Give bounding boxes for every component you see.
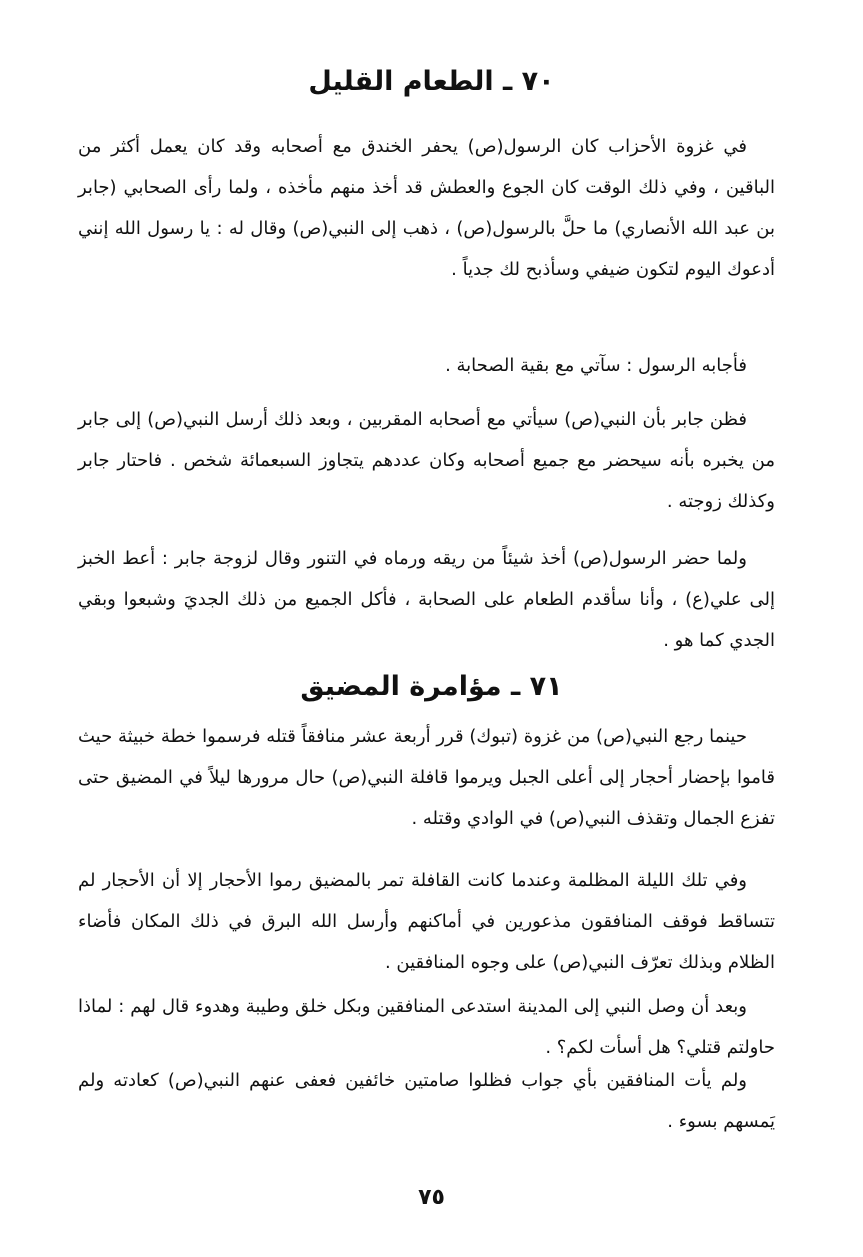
paragraph: حينما رجع النبي(ص) من غزوة (تبوك) قرر أربعة عشر منافقاً قتله فرسموا خطة خبيثة حيث قاموا بإحضار أحجار إلى أعلى الجبل ويرموا قافلة النبي(ص) حال مرورها ليلاً في المضيق حتى تفزع الجمال وتقذف النبي(ص) في الوادي وقتله . (78, 726, 775, 829)
paragraph: في غزوة الأحزاب كان الرسول(ص) يحفر الخندق مع أصحابه وقد كان يعمل أكثر من الباقين ، وفي ذلك الوقت كان الجوع والعطش قد أخذ منهم مأخذه ، ولما رأى الصحابي (جابر بن عبد الله الأنصاري) ما حلَّ بالرسول(ص) ، ذهب إلى النبي(ص) وقال له : يا رسول الله إنني أدعوك اليوم لتكون ضيفي وسأذبح لك جدياً . (78, 136, 775, 280)
section-title: ٧١ ـ مؤامرة المضيق (300, 671, 563, 702)
paragraph: وفي تلك الليلة المظلمة وعندما كانت القافلة تمر بالمضيق رموا الأحجار إلا أن الأحجار لم تتساقط فوقف المنافقون مذعورين في أماكنهم وأرسل الله البرق في ذلك المكان فأضاء الظلام وبذلك تعرّف النبي(ص) على وجوه المنافقين . (78, 870, 775, 973)
paragraph: فظن جابر بأن النبي(ص) سيأتي مع أصحابه المقربين ، وبعد ذلك أرسل النبي(ص) إلى جابر من يخبره بأنه سيحضر مع جميع أصحابه وكان عددهم يتجاوز السبعمائة شخص . فاحتار جابر وكذلك زوجته . (78, 409, 775, 512)
paragraph: وبعد أن وصل النبي إلى المدينة استدعى المنافقين وبكل خلق وطيبة وهدوء قال لهم : لماذا حاولتم قتلي؟ هل أسأت لكم؟ . (78, 996, 775, 1058)
section-title: ٧٠ ـ الطعام القليل (308, 66, 555, 97)
paragraph: ولما حضر الرسول(ص) أخذ شيئاً من ريقه ورماه في التنور وقال لزوجة جابر : أعط الخبز إلى علي(ع) ، وأنا سأقدم الطعام على الصحابة ، فأكل الجميع من ذلك الجديَ وشبعوا وبقي الجدي كما هو . (78, 548, 775, 651)
page-number: ٧٥ (418, 1185, 445, 1210)
paragraph: فأجابه الرسول : سآتي مع بقية الصحابة . (445, 355, 747, 376)
paragraph: ولم يأت المنافقين بأي جواب فظلوا صامتين خائفين فعفى عنهم النبي(ص) كعادته ولم يَمسهم بسوء . (78, 1070, 775, 1132)
